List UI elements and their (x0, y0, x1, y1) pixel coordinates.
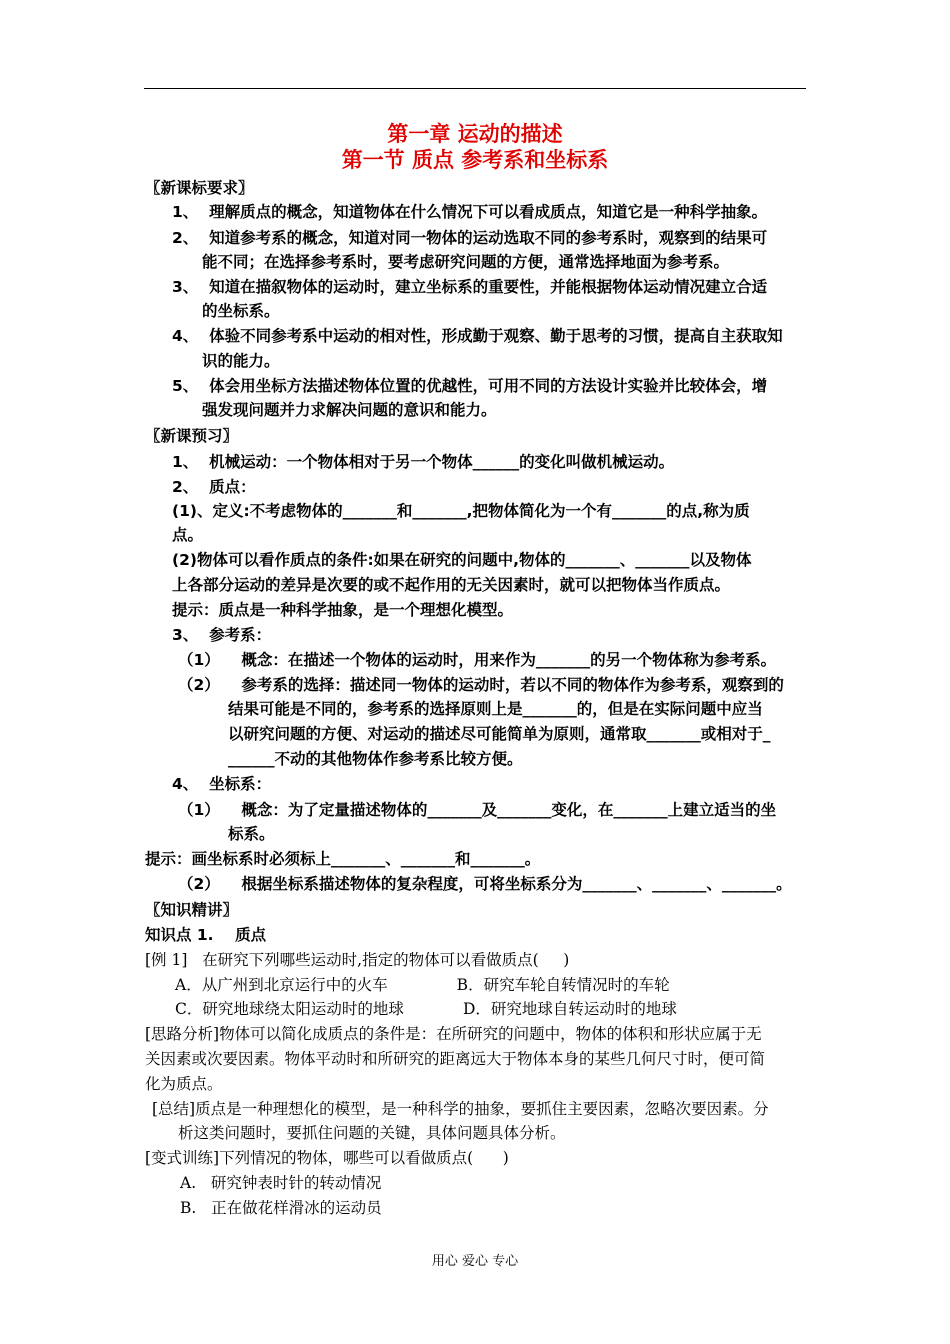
text-line: （1） 概念：在描述一个物体的运动时，用来作为_______的另一个物体称为参考系。 (178, 651, 777, 669)
text-line: 以研究问题的方便、对运动的描述尽可能简单为原则，通常取_______或相对于_ (228, 725, 771, 743)
text-line: 化为质点。 (145, 1075, 223, 1093)
text-line: 2、 知道参考系的概念，知道对同一物体的运动选取不同的参考系时，观察到的结果可 (172, 229, 768, 247)
text-line: 5、 体会用坐标方法描述物体位置的优越性，可用不同的方法设计实验并比较体会，增 (172, 377, 768, 395)
text-line: 结果可能是不同的，参考系的选择原则上是_______的，但是在实际问题中应当 (228, 700, 763, 718)
text-line: （2） 根据坐标系描述物体的复杂程度，可将坐标系分为_______、_______、_______。 (178, 875, 792, 893)
text-line: C．研究地球绕太阳运动时的地球 D．研究地球自转运动时的地球 (175, 1000, 677, 1018)
chapter-title: 第一章 运动的描述 (387, 122, 563, 146)
text-line: 点。 (172, 526, 204, 544)
text-line: 的坐标系。 (202, 302, 280, 320)
text-line: [总结]质点是一种理想化的模型，是一种科学的抽象，要抓住主要因素，忽略次要因素。分 (152, 1100, 769, 1118)
text-line: 〖新课标要求〗 (145, 179, 254, 197)
page-footer: 用心 爱心 专心 (431, 1254, 519, 1269)
text-line: 强发现问题并力求解决问题的意识和能力。 (202, 401, 497, 419)
text-line: （2） 参考系的选择：描述同一物体的运动时，若以不同的物体作为参考系，观察到的 (178, 676, 784, 694)
text-line: 析这类问题时，要抓住问题的关键，具体问题具体分析。 (178, 1124, 566, 1142)
text-line: 知识点 1. 质点 (145, 926, 267, 944)
header-rule (144, 88, 806, 89)
section-title: 第一节 质点 参考系和坐标系 (341, 148, 609, 172)
text-line: 标系。 (228, 825, 275, 843)
text-line: 4、 坐标系： (172, 775, 272, 793)
text-line: 识的能力。 (202, 352, 280, 370)
text-line: 提示：画坐标系时必须标上_______、_______和_______。 (145, 850, 541, 868)
text-line: ______不动的其他物体作参考系比较方便。 (228, 750, 523, 768)
text-line: 〖新课预习〗 (145, 427, 239, 445)
text-line: [思路分析]物体可以简化成质点的条件是：在所研究的问题中，物体的体积和形状应属于无 (145, 1025, 762, 1043)
text-line: 4、 体验不同参考系中运动的相对性，形成勤于观察、勤于思考的习惯，提高自主获取知 (172, 327, 783, 345)
text-line: 1、 理解质点的概念，知道物体在什么情况下可以看成质点，知道它是一种科学抽象。 (172, 203, 768, 221)
text-line: 上各部分运动的差异是次要的或不起作用的无关因素时，就可以把物体当作质点。 (172, 576, 731, 594)
text-line: 1、 机械运动：一个物体相对于另一个物体______的变化叫做机械运动。 (172, 453, 675, 471)
text-line: B. 正在做花样滑冰的运动员 (180, 1199, 382, 1217)
text-line: A. 研究钟表时针的转动情况 (180, 1174, 382, 1192)
text-line: 能不同；在选择参考系时，要考虑研究问题的方便，通常选择地面为参考系。 (202, 253, 730, 271)
text-line: A．从广州到北京运行中的火车 B．研究车轮自转情况时的车轮 (175, 976, 670, 994)
text-line: [变式训练]下列情况的物体，哪些可以看做质点( ) (145, 1149, 509, 1167)
text-line: 3、 知道在描叙物体的运动时，建立坐标系的重要性，并能根据物体运动情况建立合适 (172, 278, 768, 296)
text-line: [例 1] 在研究下列哪些运动时,指定的物体可以看做质点( ) (145, 951, 570, 969)
text-line: 3、 参考系： (172, 626, 272, 644)
text-line: 关因素或次要因素。物体平动时和所研究的距离远大于物体本身的某些几何尺寸时，便可简 (145, 1050, 766, 1068)
text-line: 2、 质点： (172, 478, 256, 496)
text-line: (1)、定义:不考虑物体的_______和_______,把物体简化为一个有_______的点,称为质 (172, 502, 750, 520)
text-line: 〖知识精讲〗 (145, 901, 239, 919)
text-line: (2)物体可以看作质点的条件:如果在研究的问题中,物体的_______、_______以及物体 (172, 551, 752, 569)
text-line: 提示：质点是一种科学抽象，是一个理想化模型。 (172, 601, 514, 619)
text-line: （1） 概念：为了定量描述物体的_______及_______变化，在_______上建立适当的坐 (178, 801, 777, 819)
